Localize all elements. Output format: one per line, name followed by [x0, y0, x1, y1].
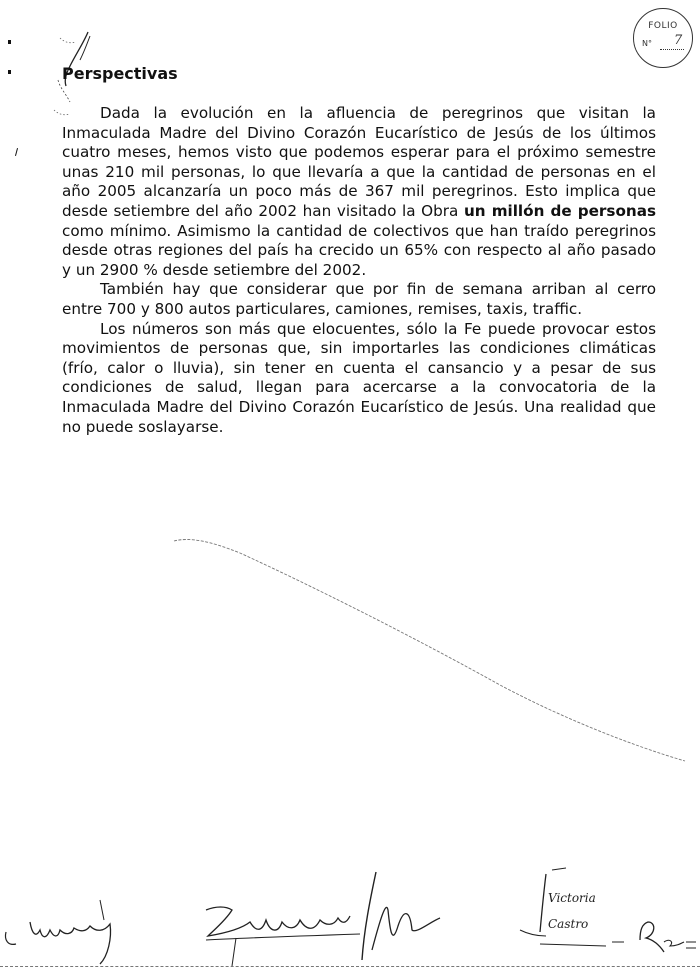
paragraph-2: También hay que considerar que por fin de semana arriban al cerro entre 700 y 800 autos particulares, camiones, remises, taxis, traffic. — [62, 280, 656, 318]
folio-stamp — [633, 8, 693, 68]
paragraph-3: Los números son más que elocuentes, sólo la Fe puede provocar estos movimientos de personas que, sin importarles las condiciones climáticas (frío, calor o lluvia), sin tener en cuenta el cansancio y a pesar de sus condiciones de salud, llegan para acercarse a la convocatoria de la Inmaculada Madre del Divino Corazón Eucarístico de Jesús. Una realidad que no puede soslayarse. — [62, 319, 656, 436]
paragraph-1 — [62, 104, 656, 280]
signature-1-icon — [5, 900, 110, 964]
folio-number-line — [660, 49, 684, 50]
margin-dot — [8, 70, 11, 74]
handwritten-note-line: Victoria — [548, 891, 596, 905]
paragraph-1-text: Dada la evolución en la afluencia de peregrinos que visitan la Inmaculada Madre del Divino Corazón Eucarístico de Jesús de los últimos cuatro meses, hemos visto que podemos esperar para el próximo semestre unas 210 mil personas, lo que llevaría a que la cantidad de personas en el año 2005 alcanzaría un poco más de 367 mil peregrinos. Esto implica que desde setiembre del año 2002 han visitado la Obra — [62, 104, 656, 220]
margin-dot — [8, 40, 11, 44]
signature-3-icon — [362, 872, 440, 960]
paragraph-1-text-end: como mínimo. Asimismo la cantidad de colectivos que han traído peregrinos desde otras regiones del país ha crecido un 65% con respecto al año pasado y un 2900 % desde setiembre del 2002. — [62, 221, 656, 279]
handwritten-note-line: Castro — [548, 917, 589, 931]
folio-number-label: N° — [642, 39, 652, 48]
bottom-rule — [0, 966, 700, 967]
handwritten-note — [548, 891, 596, 931]
signature-2-icon — [206, 907, 360, 966]
body-text — [62, 104, 656, 437]
signatures-area — [0, 860, 700, 970]
margin-tick — [15, 148, 18, 156]
signature-4-icon — [520, 868, 696, 952]
section-heading: Perspectivas — [62, 64, 178, 83]
folio-number-row — [642, 33, 686, 49]
pen-stroke-line — [170, 535, 690, 765]
folio-label: FOLIO — [648, 21, 678, 31]
paragraph-1-bold: un millón de personas — [463, 201, 656, 220]
folio-number-value: 7 — [674, 33, 683, 48]
